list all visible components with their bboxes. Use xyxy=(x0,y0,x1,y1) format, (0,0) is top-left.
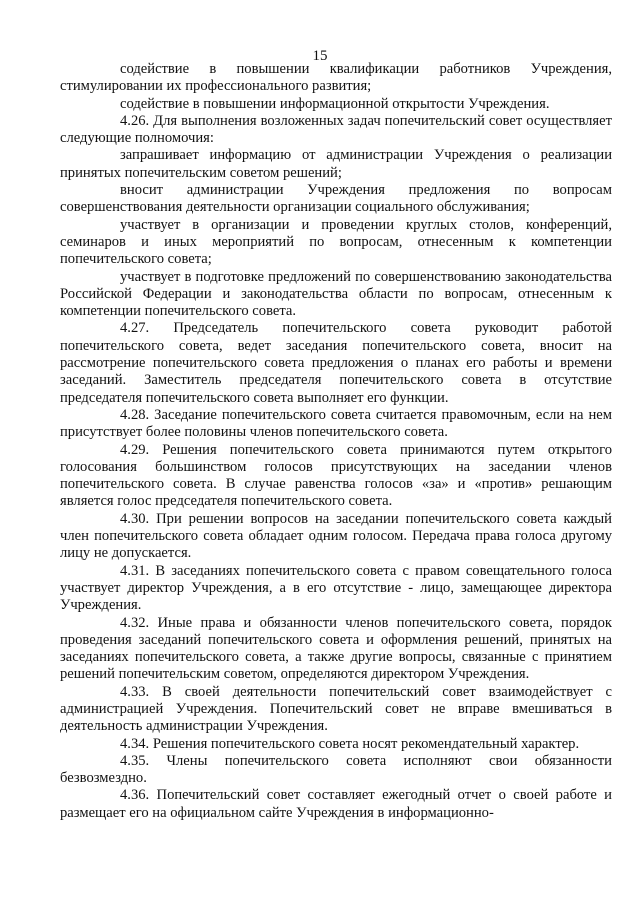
paragraph-proposals: вносит администрации Учреждения предложения по вопросам совершенствования деятельности организации социального обслуживания; xyxy=(60,182,612,216)
document-body xyxy=(60,61,612,822)
paragraph-4-31: 4.31. В заседаниях попечительского совета с правом совещательного голоса участвует директор Учреждения, а в его отсутствие - лицо, замещающее директора Учреждения. xyxy=(60,562,612,614)
paragraph-4-28: 4.28. Заседание попечительского совета считается правомочным, если на нем присутствует более половины членов попечительского совета. xyxy=(60,406,612,441)
paragraph-4-26: 4.26. Для выполнения возложенных задач попечительский совет осуществляет следующие полномочия: xyxy=(60,112,612,147)
paragraph-4-29: 4.29. Решения попечительского совета принимаются путем открытого голосования большинством голосов присутствующих на заседании членов попечительского совета. В случае равенства голосов «за» и «против» решающим является голос председателя попечительского совета. xyxy=(60,441,612,510)
paragraph-4-32: 4.32. Иные права и обязанности членов попечительского совета, порядок проведения заседаний попечительского совета и оформления решений, принятых на заседаниях попечительского совета, а также другие вопросы, связанные с принятием решений попечительским советом, определяются директором Учреждения. xyxy=(60,614,612,683)
paragraph-4-36: 4.36. Попечительский совет составляет ежегодный отчет о своей работе и размещает его на официальном сайте Учреждения в информационно- xyxy=(60,787,612,821)
paragraph-4-27: 4.27. Председатель попечительского совета руководит работой попечительского совета, ведет заседания попечительского совета, вносит на рассмотрение попечительского совета предложения о планах его работы и времени заседаний. Заместитель председателя попечительского совета в отсутствие председателя попечительского совета выполняет его функции. xyxy=(60,320,612,406)
paragraph-request-info: запрашивает информацию от администрации Учреждения о реализации принятых попечительским советом решений; xyxy=(60,147,612,181)
paragraph-4-34: 4.34. Решения попечительского совета носят рекомендательный характер. xyxy=(120,735,580,752)
paragraph-round-tables: участвует в организации и проведении круглых столов, конференций, семинаров и иных мероприятий по вопросам, отнесенным к компетенции попечительского совета; xyxy=(60,216,612,268)
paragraph-4-33: 4.33. В своей деятельности попечительский совет взаимодействует с администрацией Учреждения. Попечительский совет не вправе вмешиваться в деятельность администрации Учреждения. xyxy=(60,683,612,735)
paragraph-legislation: участвует в подготовке предложений по совершенствованию законодательства Российской Федерации и законодательства области по вопросам, отнесенным к компетенции попечительского совета. xyxy=(60,268,612,320)
paragraph-1: содействие в повышении квалификации работников Учреждения, стимулировании их профессионального развития; xyxy=(60,61,612,95)
paragraph-4-35: 4.35. Члены попечительского совета исполняют свои обязанности безвозмездно. xyxy=(60,752,612,787)
paragraph-2: содействие в повышении информационной открытости Учреждения. xyxy=(120,95,550,112)
paragraph-4-30: 4.30. При решении вопросов на заседании попечительского совета каждый член попечительского совета обладает одним голосом. Передача права голоса другому лицу не допускается. xyxy=(60,510,612,562)
page-number: 15 xyxy=(312,48,328,64)
